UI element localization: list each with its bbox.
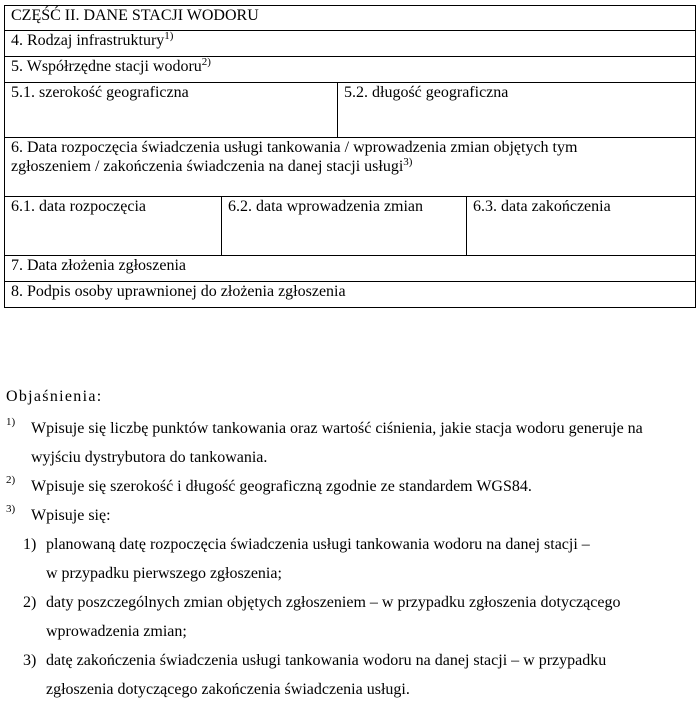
footnote-ref-3: 3) — [403, 156, 413, 168]
note-2-text: Wpisuje się szerokość i długość geograficzną zgodnie ze standardem WGS84. — [31, 478, 532, 495]
field-5-coordinates — [5, 57, 696, 83]
note-3-text: Wpisuje się: — [31, 507, 111, 524]
field-5-2-longitude[interactable] — [338, 83, 696, 138]
note-3-item-1-line1: planowaną datę rozpoczęcia świadczenia usługi tankowania wodoru na danej stacji – — [46, 536, 590, 553]
field-6-2-label: 6.2. data wprowadzenia zmian — [228, 198, 424, 215]
note-3-item-2-line1: daty poszczególnych zmian objętych zgłoszeniem – w przypadku zgłoszenia dotyczącego — [46, 594, 621, 611]
note-2 — [6, 472, 694, 501]
field-6-label-line1: 6. Data rozpoczęcia świadczenia usługi tankowania / wprowadzenia zmian objętych tym — [11, 139, 578, 156]
field-4-infrastructure-type[interactable] — [5, 31, 696, 57]
note-3-item-3-line2: zgłoszenia dotyczącego zakończenia świadczenia usługi. — [46, 681, 410, 698]
footnote-ref-2: 2) — [201, 56, 211, 68]
field-6-service-dates — [5, 138, 696, 197]
field-7-submission-date[interactable] — [5, 256, 696, 282]
field-8-signature[interactable] — [5, 282, 696, 308]
note-3 — [6, 501, 694, 530]
hydrogen-station-form — [4, 5, 696, 308]
note-3-item-1-continued — [6, 559, 694, 588]
section-title-cell — [5, 6, 696, 31]
note-3-item-2-line2: wprowadzenia zmian; — [46, 623, 187, 640]
note-3-marker: 3) — [6, 503, 16, 515]
note-3-item-2-continued — [6, 617, 694, 646]
note-3-item-1-number: 1) — [23, 536, 37, 553]
note-1-text-line2: wyjściu dystrybutora do tankowania. — [31, 449, 268, 466]
note-3-item-1-line2: w przypadku pierwszego zgłoszenia; — [46, 565, 282, 582]
note-2-marker: 2) — [6, 474, 16, 486]
explanations-title: Objaśnienia: — [6, 388, 103, 405]
field-7-label: 7. Data złożenia zgłoszenia — [11, 257, 187, 274]
note-3-item-2-number: 2) — [23, 594, 37, 611]
field-6-3-end-date[interactable] — [467, 197, 696, 256]
note-3-item-1 — [6, 530, 694, 559]
footnote-ref-1: 1) — [164, 30, 174, 42]
note-3-item-3 — [6, 646, 694, 675]
field-6-2-change-date[interactable] — [222, 197, 467, 256]
note-3-item-3-continued — [6, 675, 694, 704]
section-title: CZĘŚĆ II. DANE STACJI WODORU — [11, 7, 259, 24]
field-5-1-latitude[interactable] — [5, 83, 338, 138]
field-6-3-label: 6.3. data zakończenia — [473, 198, 611, 215]
field-5-2-label: 5.2. długość geograficzna — [344, 84, 509, 101]
field-5-1-label: 5.1. szerokość geograficzna — [11, 84, 189, 101]
note-1-marker: 1) — [6, 416, 16, 428]
note-3-item-2 — [6, 588, 694, 617]
note-3-item-3-line1: datę zakończenia świadczenia usługi tankowania wodoru na danej stacji – w przypadku — [46, 652, 607, 669]
note-1-text-line1: Wpisuje się liczbę punktów tankowania oraz wartość ciśnienia, jakie stacja wodoru generuje na — [31, 420, 643, 437]
field-6-1-start-date[interactable] — [5, 197, 222, 256]
field-5-label: 5. Współrzędne stacji wodoru — [11, 58, 202, 75]
explanations-section — [6, 388, 694, 704]
field-6-label-line2: zgłoszeniem / zakończenia świadczenia na danej stacji usługi — [11, 158, 404, 175]
field-4-label: 4. Rodzaj infrastruktury — [11, 32, 165, 49]
note-1-continued — [6, 443, 694, 472]
note-3-item-3-number: 3) — [23, 652, 37, 669]
field-6-1-label: 6.1. data rozpoczęcia — [11, 198, 147, 215]
note-1 — [6, 414, 694, 443]
field-8-label: 8. Podpis osoby uprawnionej do złożenia zgłoszenia — [11, 283, 346, 300]
